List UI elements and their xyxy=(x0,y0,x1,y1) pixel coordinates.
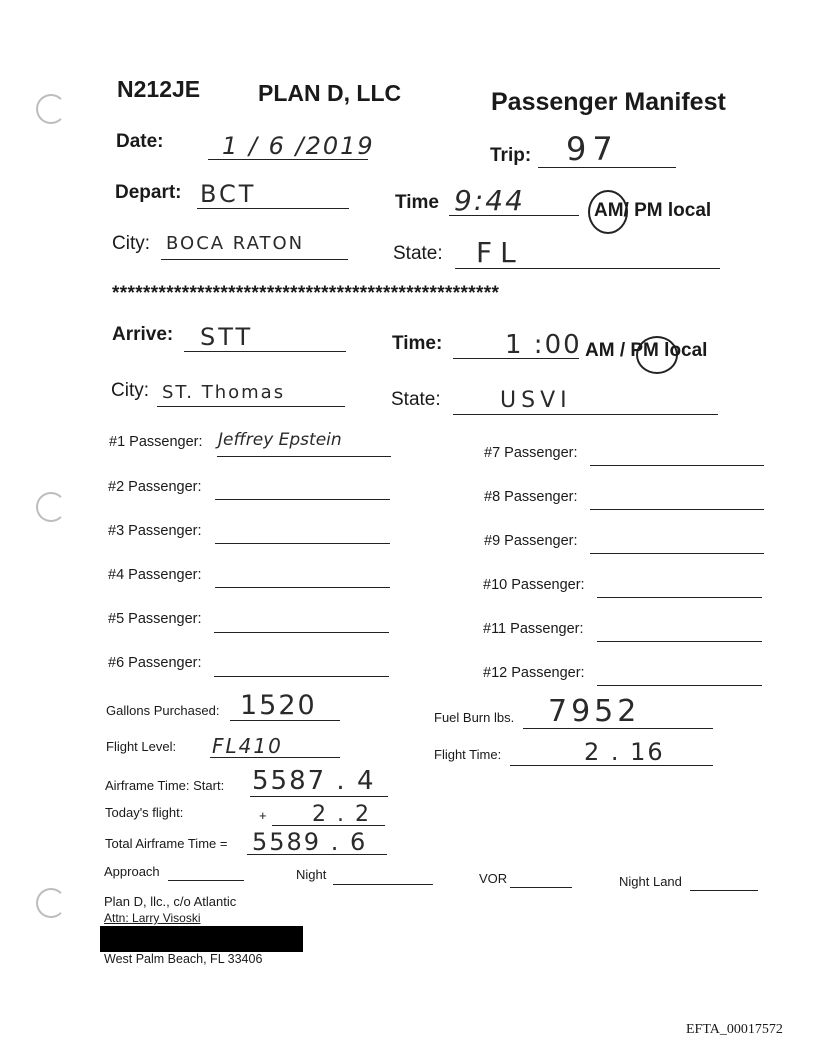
passenger-1-line xyxy=(217,456,391,457)
depart-city-label: City: xyxy=(112,233,150,254)
separator-asterisks: ************************************************** xyxy=(112,283,500,304)
arrive-state-value[interactable]: USVI xyxy=(500,388,572,413)
address-line-4: West Palm Beach, FL 33406 xyxy=(104,952,263,966)
passenger-12-line[interactable] xyxy=(597,685,762,686)
passenger-9-label: #9 Passenger: xyxy=(484,533,578,549)
passenger-7-label: #7 Passenger: xyxy=(484,445,578,461)
passenger-1-value[interactable]: Jeffrey Epstein xyxy=(218,430,342,450)
depart-time-label: Time xyxy=(395,192,440,213)
passenger-10-label: #10 Passenger: xyxy=(483,577,585,593)
trip-value[interactable]: 97 xyxy=(566,130,619,168)
passenger-11-line[interactable] xyxy=(597,641,762,642)
arrive-value[interactable]: STT xyxy=(200,323,254,351)
passenger-4-label: #4 Passenger: xyxy=(108,567,202,583)
arrive-underline xyxy=(184,351,346,352)
binder-hole-top xyxy=(36,94,66,124)
airframe-start-value[interactable]: 5587 . 4 xyxy=(252,766,376,796)
flight-time-value[interactable]: 2 . 16 xyxy=(584,738,665,766)
arrive-time-value[interactable]: 1 :00 xyxy=(505,330,582,360)
form-title: Passenger Manifest xyxy=(491,88,726,116)
flight-level-label: Flight Level: xyxy=(106,739,177,754)
flight-time-label: Flight Time: xyxy=(434,747,502,762)
passenger-7-line[interactable] xyxy=(590,465,764,466)
depart-city-value[interactable]: BOCA RATON xyxy=(166,233,305,254)
binder-hole-middle xyxy=(36,492,66,522)
todays-flight-value[interactable]: 2 . 2 xyxy=(312,802,371,827)
depart-underline xyxy=(197,208,349,209)
passenger-3-line[interactable] xyxy=(215,543,390,544)
depart-state-value[interactable]: FL xyxy=(476,236,524,269)
flight-level-value[interactable]: FL410 xyxy=(212,734,283,758)
arrive-city-underline xyxy=(157,406,345,407)
passenger-9-line[interactable] xyxy=(590,553,764,554)
passenger-2-label: #2 Passenger: xyxy=(108,479,202,495)
trip-label: Trip: xyxy=(490,145,532,166)
passenger-4-line[interactable] xyxy=(215,587,390,588)
arrive-state-label: State: xyxy=(391,389,441,410)
approach-label: Approach xyxy=(104,864,160,879)
passenger-5-line[interactable] xyxy=(214,632,389,633)
night-label: Night xyxy=(296,867,327,882)
tail-number: N212JE xyxy=(117,76,201,102)
passenger-1-label: #1 Passenger: xyxy=(109,434,203,450)
total-airframe-value[interactable]: 5589 . 6 xyxy=(252,828,368,856)
binder-hole-bottom xyxy=(36,888,66,918)
airframe-start-label: Airframe Time: Start: xyxy=(105,778,225,793)
passenger-12-label: #12 Passenger: xyxy=(483,665,585,681)
airframe-start-underline xyxy=(250,796,388,797)
date-label: Date: xyxy=(116,131,164,152)
document-id: EFTA_00017572 xyxy=(686,1022,783,1037)
todays-flight-plus: + xyxy=(259,808,267,823)
arrive-state-underline xyxy=(453,414,718,415)
arrive-city-label: City: xyxy=(111,380,149,401)
passenger-10-line[interactable] xyxy=(597,597,762,598)
arrive-label: Arrive: xyxy=(112,324,174,345)
fuel-burn-value[interactable]: 7952 xyxy=(548,694,641,729)
vor-label: VOR xyxy=(479,871,508,886)
arrive-city-value[interactable]: ST. Thomas xyxy=(162,382,286,403)
fuel-burn-label: Fuel Burn lbs. xyxy=(434,710,515,725)
passenger-2-line[interactable] xyxy=(215,499,390,500)
depart-state-label: State: xyxy=(393,243,443,264)
arrive-ampm: AM / PM local xyxy=(585,340,708,361)
passenger-3-label: #3 Passenger: xyxy=(108,523,202,539)
depart-ampm: AM/ PM local xyxy=(594,200,712,221)
passenger-6-line[interactable] xyxy=(214,676,389,677)
gallons-value[interactable]: 1520 xyxy=(240,690,317,721)
company-name: PLAN D, LLC xyxy=(258,80,402,106)
gallons-purchased-label: Gallons Purchased: xyxy=(106,703,220,718)
address-line-1: Plan D, llc., c/o Atlantic xyxy=(104,894,237,909)
night-land-label: Night Land xyxy=(619,874,682,889)
depart-label: Depart: xyxy=(115,182,182,203)
passenger-8-line[interactable] xyxy=(590,509,764,510)
approach-underline[interactable] xyxy=(168,880,244,881)
depart-city-underline xyxy=(161,259,348,260)
arrive-time-label: Time: xyxy=(392,333,443,354)
passenger-11-label: #11 Passenger: xyxy=(483,621,584,637)
redaction-block xyxy=(100,926,303,952)
passenger-5-label: #5 Passenger: xyxy=(108,611,202,627)
address-line-2: Attn: Larry Visoski xyxy=(104,911,201,925)
passenger-6-label: #6 Passenger: xyxy=(108,655,202,671)
total-airframe-label: Total Airframe Time = xyxy=(105,836,228,851)
depart-time-value[interactable]: 9:44 xyxy=(454,184,525,217)
todays-flight-label: Today's flight: xyxy=(105,805,184,820)
night-land-underline[interactable] xyxy=(690,890,758,891)
vor-underline[interactable] xyxy=(510,887,572,888)
night-underline[interactable] xyxy=(333,884,433,885)
date-value[interactable]: 1 / 6 /2019 xyxy=(222,132,375,160)
depart-value[interactable]: BCT xyxy=(200,180,257,208)
passenger-8-label: #8 Passenger: xyxy=(484,489,578,505)
